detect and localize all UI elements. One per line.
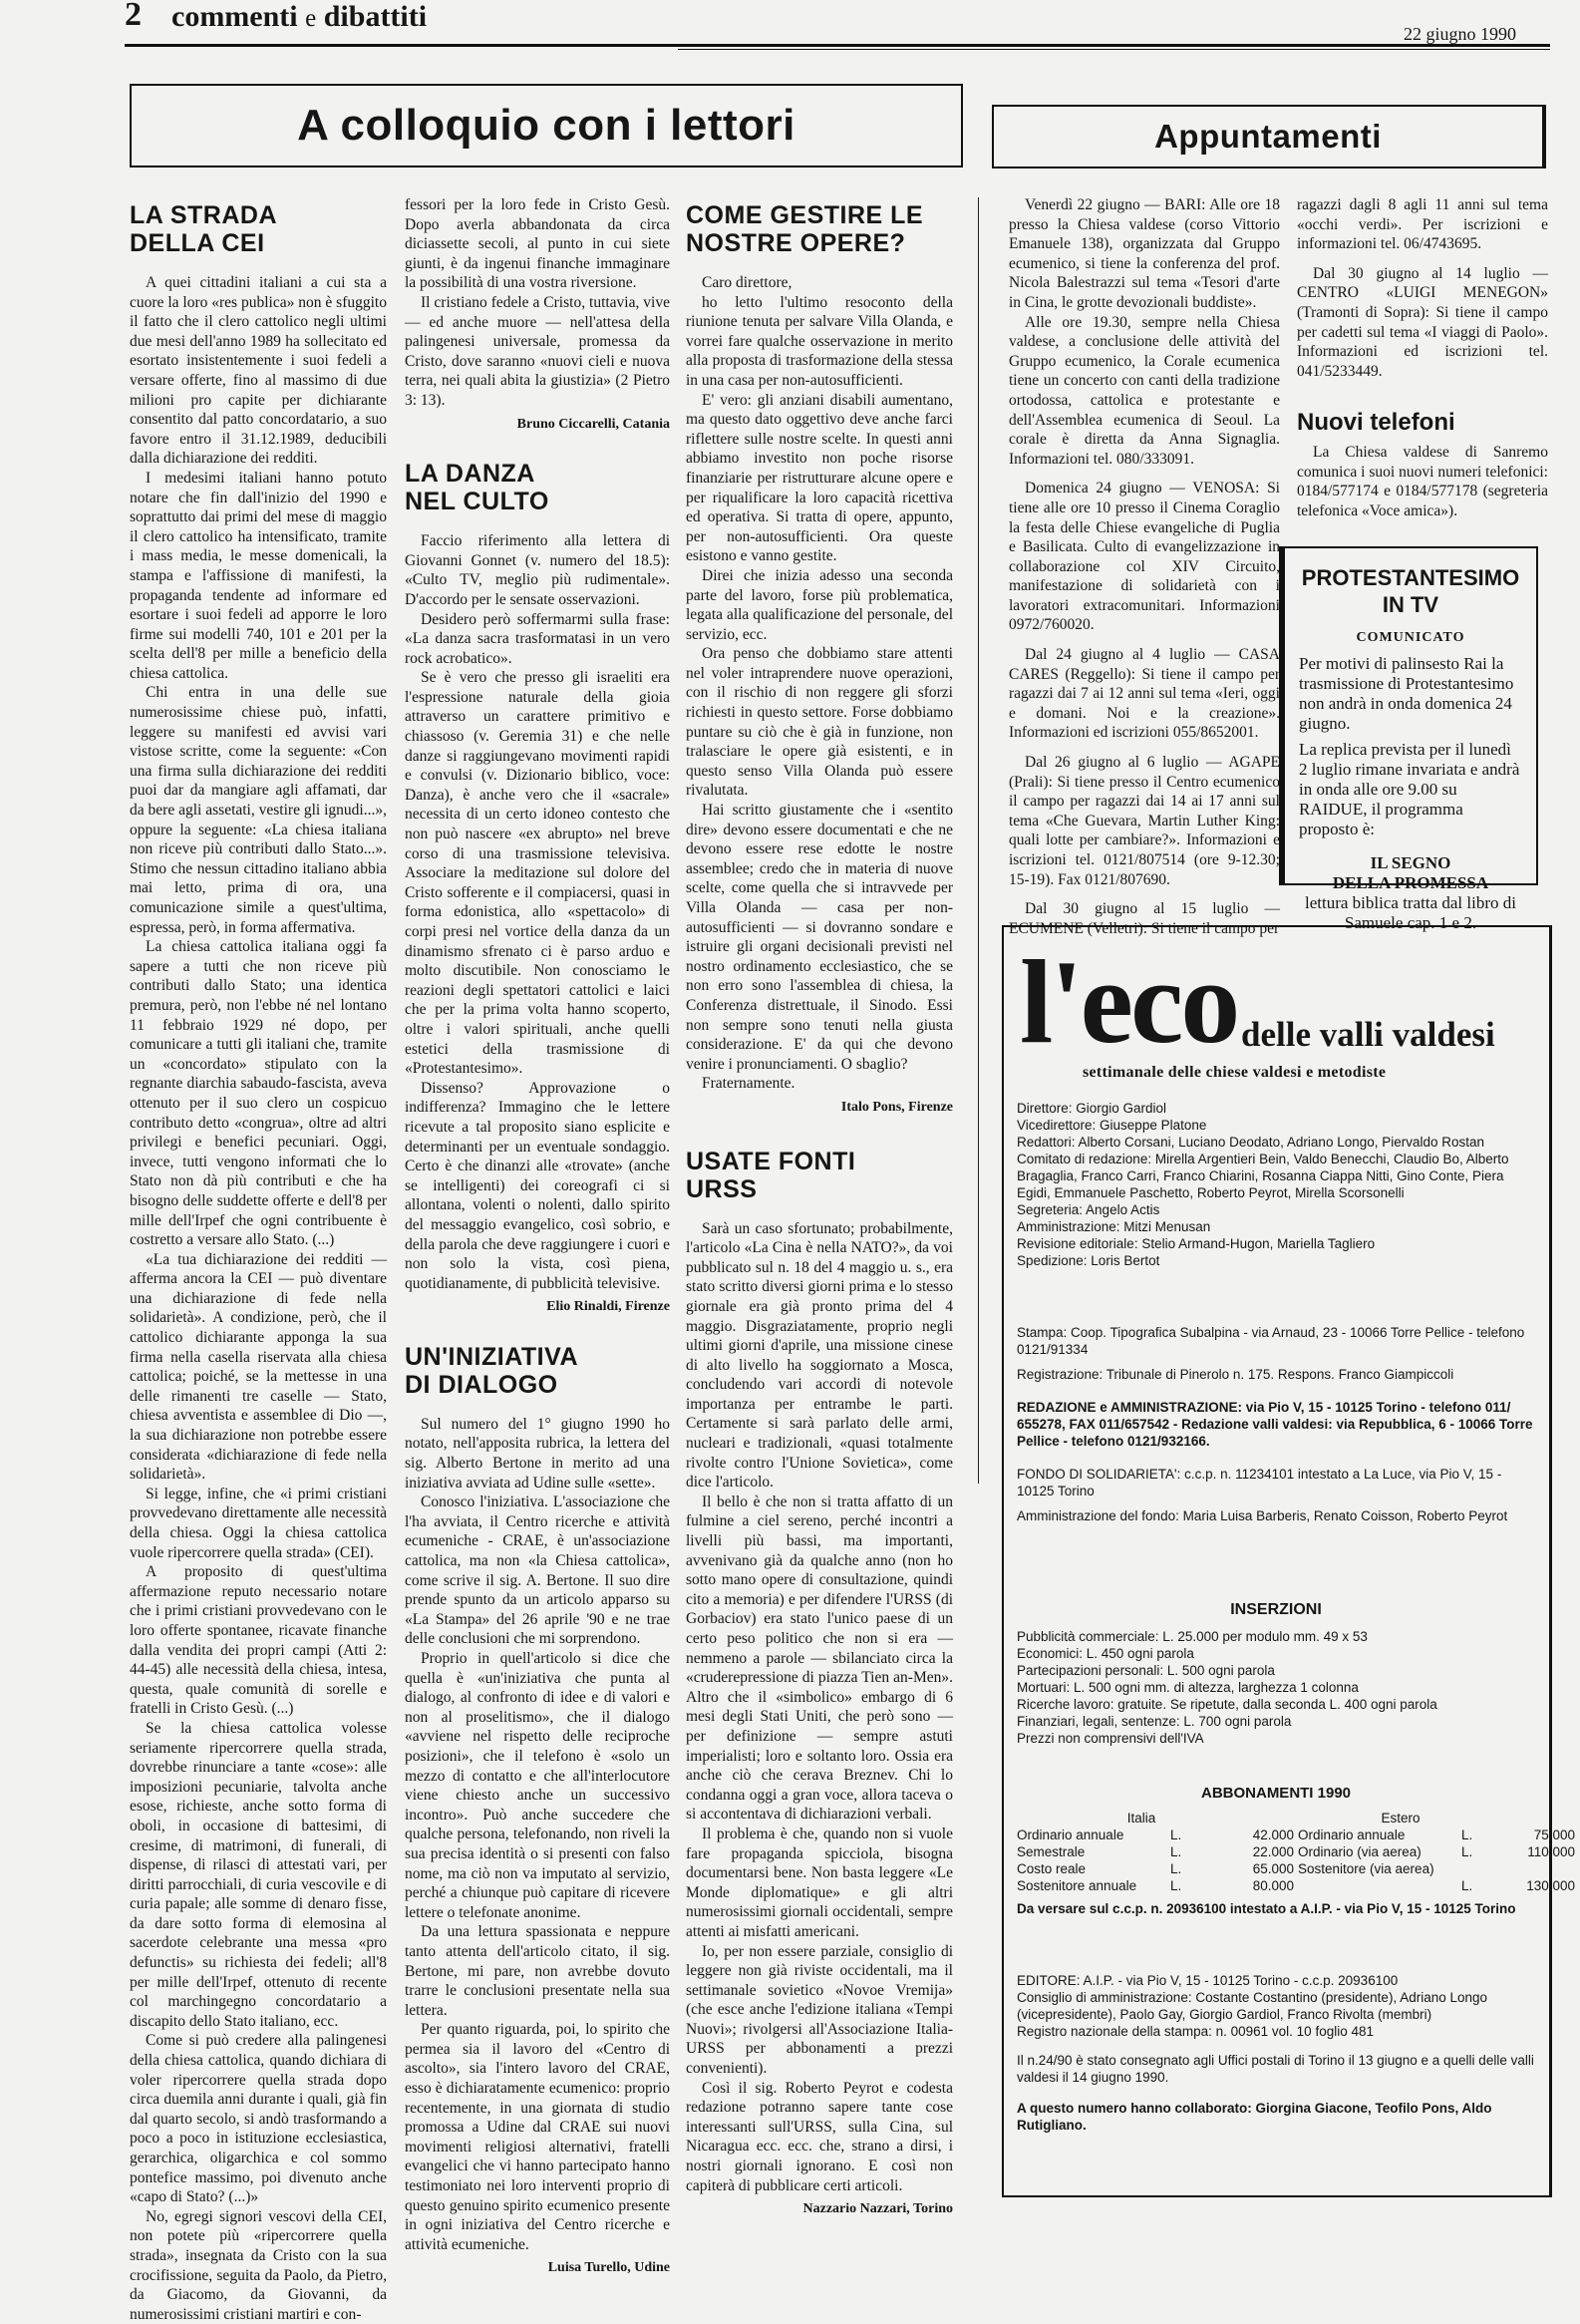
subscriptions-table — [1017, 1826, 1575, 1894]
masthead-subtitle: settimanale delle chiese valdesi e metodiste — [1083, 1064, 1387, 1081]
column-5 — [1297, 195, 1548, 520]
appointment: Venerdì 22 giugno — BARI: Alle ore 18 presso la Chiesa valdese (corso Vittorio Emanuele 138), organizzata dal Gruppo ecumenico, si tiene la conferenza del prof. Nicola Balestrazzi sul tema «Tesori d'arte in Cina, le grotte devozionali buddiste». — [1009, 196, 1280, 311]
paragraph: Se è vero che presso gli israeliti era l'espressione naturale della gioia attraverso un carattere primitivo e chiassoso (v. Geremia 31) e che nelle danze si raggiungevano movimenti rapidi e convulsi (v. Dizionario biblico, voce: Danza), è anche vero che il «sacrale» necessita di un certo idoneo contesto che non può nascere «ex abrupto» nel breve corso di una trasmissione televisiva. Associare la meditazione sul dolore del Cristo sofferente e il compiacersi, quasi in forma edonistica, allo «spettacolo» di corpi presi nel vortice della danza da un dinamismo sfrenato ci è parso arduo e molto discutibile. Non conosciamo le reazioni degli spettatori cattolici e laici che per la prima volta hanno scoperto, oltre i valori spirituali, anche quelli estetici della trasmissione di «Protestantesimo». — [405, 669, 670, 1078]
subscription-cell — [1298, 1877, 1457, 1894]
subscriptions-section — [1017, 1785, 1575, 1917]
column-2 — [405, 195, 670, 2278]
column-divider — [978, 197, 979, 1484]
subscription-cell: 22.000 — [1252, 1844, 1294, 1859]
section-title-a: commenti — [171, 0, 298, 33]
subscription-cell: 42.000 — [1252, 1827, 1294, 1842]
subscription-cell: 110.000 — [1527, 1844, 1575, 1859]
header-rule-thin — [678, 49, 1550, 50]
editorial-address: REDAZIONE e AMMINISTRAZIONE: via Pio V, 15 - 10125 Torino - telefono 011/ 655278, FAX 011/657542 - Redazione valli valdesi: via Repubblica, 6 - 10066 Torre Pellice - telefono 0121/932166. — [1017, 1400, 1533, 1449]
subscription-cell: Ordinario (via aerea) — [1298, 1844, 1422, 1859]
staff-line: Vicedirettore: Giuseppe Platone — [1017, 1118, 1207, 1133]
column-4-appointments — [1009, 195, 1280, 938]
signature: Elio Rinaldi, Firenze — [546, 1299, 670, 1315]
subscription-cell: Ordinario annuale — [1298, 1827, 1406, 1842]
column-3 — [686, 195, 953, 2219]
subscription-cell: L. — [1461, 1844, 1473, 1859]
subscription-cell: Ordinario annuale — [1017, 1827, 1124, 1842]
subscriptions-headers — [1017, 1810, 1535, 1826]
ads-line: Pubblicità commerciale: L. 25.000 per modulo mm. 49 x 53 — [1017, 1629, 1368, 1644]
subscription-cell: 80.000 — [1252, 1878, 1294, 1893]
paragraph: La chiesa cattolica italiana oggi fa sapere a tutti che non riceve più contributi dallo Stato; una identica premura, però, non l'ebbe né nel lontano 11 febbraio 1929 né dopo, per comunicare a tutti gli italiani che, tramite un «concordato» stipulato con la regnante diarchia sabaudo-fascista, aveva ottenuto per il suo clero un cospicuo contributo detto «congrua», oltre ad altri privilegi e benefici pecuniari. Oggi, invece, tutti vengono informati che lo Stato non dà più contributi e che ha bisogno delle suddette offerte e dell'8 per mille dell'Irpef che ogni contribuente è costretto a versare allo Stato. (...) — [130, 938, 387, 1249]
section-title-b: dibattiti — [323, 0, 428, 33]
subscription-cell: L. — [1170, 1844, 1182, 1859]
signature: Italo Pons, Firenze — [840, 1099, 953, 1115]
print-info — [1017, 1324, 1535, 1524]
article-title-strada-cei: LA STRADA DELLA CEI — [130, 201, 278, 257]
paragraph: fessori per la loro fede in Cristo Gesù. Dopo averla abbandonata da circa diciassette secoli, al punto in cui siete giunti, è da ingenui finanche immaginare la possibilità di una vostra riversione. — [405, 196, 670, 292]
staff-line: Redattori: Alberto Corsani, Luciano Deodato, Adriano Longo, Piervaldo Rostan — [1017, 1135, 1485, 1150]
staff-line: Segreteria: Angelo Actis — [1017, 1202, 1160, 1217]
paragraph: Faccio riferimento alla lettera di Giovanni Gonnet (v. numero del 18.5): «Culto TV, meglio più rudimentale». D'accordo per le sensate osservazioni. — [405, 532, 670, 608]
paragraph: Il cristiano fedele a Cristo, tuttavia, vive — ed anche muore — nell'attesa della palingenesi universale, promessa da Cristo, dove saranno «nuovi cieli e nuova terra, nei quali abita la giustizia» (2 Pietro 3: 13). — [405, 293, 670, 409]
section-title — [171, 0, 427, 34]
tv-notice-subtitle: COMUNICATO — [1356, 630, 1465, 645]
subscription-cell: L. — [1170, 1878, 1182, 1893]
subscription-cell: 75.000 — [1533, 1827, 1575, 1842]
paragraph: Ora penso che dobbiamo stare attenti nel voler intraprendere nuove operazioni, con il rischio di non reggere gli sforzi richiesti in questo settore. Forse dobbiamo puntare su ciò che è già in funzione, non tralasciare le opere già esistenti, e in questo senso Villa Olanda può essere rivalutata. — [686, 645, 953, 800]
paragraph: Hai scritto giustamente che i «sentito dire» devono essere documentati e che ne devono essere rese edotte le nostre assemblee; credo che in materia di nuove scelte, come quella che si intravvede per Villa Olanda — casa per non-autosufficienti — si dovranno sondare e istruire gli organi decisionali previsti nel nostro ordinamento ecclesiastico, che se non erro sono l'assemblea di chiesa, la Conferenza distrettuale, il Sinodo. Essi non sempre sono tenuti nella giusta considerazione. E' da qui che devono venire i pronunciamenti. O sbaglio? — [686, 802, 953, 1073]
paragraph: Il problema è che, quando non si vuole fare propaganda spicciola, bisogna documentarsi bene. Non basta leggere «Le Monde diplomatique» e gli altri numerosissimi giornali occidentali, sempre attenti ai misfatti americani. — [686, 1825, 953, 1940]
paragraph: E' vero: gli anziani disabili aumentano, ma questo dato oggettivo deve anche farci riflettere sulle nostre scelte. In questi anni abbiamo investito non poche risorse finanziarie per ristrutturare alcune opere e per riqualificare la loro capacità ricettiva ed operativa. Si tratta di opere, appunto, per non-autosufficienti. Ora queste esistono e vanno gestite. — [686, 391, 953, 565]
ads-line: Partecipazioni personali: L. 500 ogni parola — [1017, 1663, 1275, 1678]
paragraph: Dissenso? Approvazione o indifferenza? Immagino che le lettere ricevute a tal proposito siano esplicite e determinanti per un eventuale sondaggio. Certo è che dinanzi alle «trovate» (anche se intelligenti) dei coreografi ci si allontana, volenti o nolenti, dallo spirito del messaggio evangelico, così sobrio, e della parola che deve raggiungere i cuori e non solo la vista, così piena, quotidianamente, di pubblicità televisive. — [405, 1079, 670, 1292]
staff-line: Revisione editoriale: Stelio Armand-Hugon, Mariella Tagliero — [1017, 1236, 1376, 1251]
column-1 — [130, 195, 387, 2324]
publisher-line: Registro nazionale della stampa: n. 00961 vol. 10 foglio 481 — [1017, 2024, 1374, 2039]
paragraph: Il bello è che non si tratta affatto di un fulmine a ciel sereno, perché incontri a livelli più bassi, ma importanti, avvenivano già da qualche anno (non ho sotto mano opere di consultazione, quindi cito a memoria) e per difendere l'URSS (di Gorbaciov) era stato l'unico paese di un certo peso politico che non si era — nemmeno a parole — sbilanciato circa la «cruderepressione di piazza Tien an-Men». Altro che il «simbolico» embargo di 6 mesi degli Stati Uniti, che però sono — per definizione — sempre astuti imperialisti; loro e soltanto loro. Ossia era anche ciò che cerava Breznev. Chi lo condanna oggi a gran voce, allora taceva o si accontentava di dichiarazioni verbali. — [686, 1493, 953, 1824]
subscription-cell: L. — [1461, 1878, 1473, 1893]
ads-line: Finanziari, legali, sentenze: L. 700 ogni parola — [1017, 1714, 1292, 1729]
appointment: Domenica 24 giugno — VENOSA: Si tiene alle ore 10 presso il Cinema Coraglio la festa delle Chiese evangeliche di Puglia e Basilicata. Culto di evangelizzazione in collaborazione col XIV Circuito, manifestazione di solidarietà con i lavoratori extracomunitari. Informazioni 0972/760020. — [1009, 480, 1280, 634]
subscription-cell: 65.000 — [1252, 1861, 1294, 1876]
print-line: Registrazione: Tribunale di Pinerolo n. 175. Respons. Franco Giampiccoli — [1017, 1367, 1454, 1382]
subscription-cell: Sostenitore annuale — [1017, 1878, 1137, 1893]
signature: Bruno Ciccarelli, Catania — [516, 416, 670, 432]
staff-list — [1017, 1100, 1535, 1269]
subscription-cell: L. — [1170, 1827, 1182, 1842]
paragraph: La Chiesa valdese di Sanremo comunica i suoi nuovi numeri telefonici: 0184/577174 e 0184/577178 (segreteria telefonica «Voce amica»). — [1297, 443, 1548, 519]
issue-date: 22 giugno 1990 — [1404, 24, 1517, 44]
delivery-note: Il n.24/90 è stato consegnato agli Uffici postali di Torino il 13 giugno e a quelli delle valli valdesi il 14 giugno 1990. — [1017, 2053, 1534, 2085]
paragraph: Desidero però soffermarmi sulla frase: «La danza sacra trasformatasi in un vero rock acrobatico». — [405, 610, 670, 667]
article-title-iniziativa: UN'INIZIATIVA DI DIALOGO — [405, 1342, 579, 1399]
header-italia: Italia — [1126, 1811, 1156, 1826]
appointment: ragazzi dagli 8 agli 11 anni sul tema «occhi verdi». Per iscrizioni e informazioni tel. 06/4743695. — [1297, 196, 1548, 253]
collaborators: A questo numero hanno collaborato: Giorgina Giacone, Teofilo Pons, Aldo Rutigliano. — [1017, 2101, 1492, 2133]
signature: Luisa Turello, Udine — [547, 2260, 670, 2276]
paragraph: Io, per non essere parziale, consiglio di leggere non già riviste occidentali, ma il settimanale sovietico «Novoe Vremija» (che esce anche l'edizione italiana «Tempi Nuovi»; rivolgersi all'Associazione Italia-URSS per abbonamenti a prezzi convenienti). — [686, 1942, 953, 2078]
paragraph: Così il sig. Roberto Peyrot e codesta redazione potranno sapere tante cose interessanti sull'URSS, sulla Cina, sul Nicaragua ecc. ecc. che, strano a dirsi, i nostri giornali ignorano. E così non capiterà di pubblicare certi articoli. — [686, 2079, 953, 2194]
paragraph: A quei cittadini italiani a cui sta a cuore la loro «res publica» non è sfuggito il fatto che il clero cattolico negli ultimi due mesi dell'anno 1989 ha sollecitato ed esortato insistentemente i suoi fedeli a versare offerte, fino al massimo di due milioni pro capite per dichiarante consentito dal patto concordatario, a suo favore entro il 31.12.1989, deducibili dalla dichiarazione dei redditi. — [130, 274, 387, 468]
masthead-logo: l'eco — [1020, 935, 1238, 1068]
print-line: Stampa: Coop. Tipografica Subalpina - via Arnaud, 23 - 10066 Torre Pellice - telefono 0121/91334 — [1017, 1325, 1525, 1357]
publisher-line: Consiglio di amministrazione: Costante Costantino (presidente), Adriano Longo (vicepresidente), Paolo Gay, Giorgio Gardiol, Franco Rivolta (membri) — [1017, 1990, 1488, 2022]
appointment: Dal 30 giugno al 14 luglio — CENTRO «LUIGI MENEGON» (Tramonti di Sopra): Si tiene il campo per cadetti sul tema «I viaggi di Paolo». Informazioni ed iscrizioni tel. 041/5233449. — [1297, 264, 1548, 380]
paragraph: Come si può credere alla palingenesi della chiesa cattolica, quando dichiara di voler ripercorrere quella strada dopo circa duemila anni durante i quali, già fin dal quarto secolo, si andò trasformando a poco a poco in istituzione ecclesiastica, gerarchica, oligarchica e col sommo pontefice massimo, poi divenuto anche «capo di Stato? (...)» — [130, 2032, 387, 2206]
publisher-line: EDITORE: A.I.P. - via Pio V, 15 - 10125 Torino - c.c.p. 20936100 — [1017, 1973, 1399, 1988]
staff-line: Spedizione: Loris Bertot — [1017, 1253, 1160, 1268]
subscription-cell: Sostenitore (via aerea) — [1298, 1861, 1434, 1876]
ads-line: Mortuari: L. 500 ogni mm. di altezza, larghezza 1 colonna — [1017, 1680, 1359, 1695]
paragraph: «La tua dichiarazione dei redditi — afferma ancora la CEI — può diventare una dichiarazione di fede nella solidarietà». A condizione, però, che il cattolico dichiarante apponga la sua firma nella casella riservata alla chiesa cattolica; poiché, se la mettesse in una delle rimanenti tre caselle — Stato, chiesa avventista e assemblee di Dio —, la sua dichiarazione non potrebbe essere considerata «dichiarazione di fede nella solidarietà». — [130, 1250, 387, 1484]
tv-notice-title: PROTESTANTESIMO IN TV — [1301, 565, 1520, 617]
subscription-cell: Costo reale — [1017, 1861, 1087, 1876]
article-title-danza: LA DANZA NEL CULTO — [405, 460, 549, 516]
appointment: Dal 24 giugno al 4 luglio — CASA CARES (Reggello): Si tiene il campo per ragazzi dai 7 ai 12 anni sul tema «Ieri, oggi e domani. Noi e la creazione». Informazioni ed iscrizioni 055/8652001. — [1009, 646, 1280, 742]
appointment: Alle ore 19.30, sempre nella Chiesa valdese, a conclusione delle attività del Gruppo ecumenico, la Corale ecumenica tiene un concerto con canti della tradizione ortodossa, cattolica e protestante e dell'Assemblea ecumenica di Seoul. La corale è diretta da Anna Signaglia. Informazioni tel. 080/333091. — [1009, 313, 1280, 468]
staff-line: Amministrazione: Mitzi Menusan — [1017, 1219, 1211, 1234]
paragraph: Fraternamente. — [702, 1075, 795, 1093]
paragraph: I medesimi italiani hanno potuto notare che fin dall'inizio del 1990 e soprattutto dai primi del mese di maggio il clero cattolico ha intensificato, tramite i mass media, le messe domenicali, la stampa e l'affissione di manifesti, la propaganda tendente ad informare ed esortare i suoi fedeli ad apporre le loro firme sui modelli 740, 101 e 201 per la scelta dell'8 per mille a beneficio della chiesa cattolica. — [130, 469, 387, 682]
appointment: Dal 26 giugno al 6 luglio — AGAPE (Prali): Si tiene presso il Centro ecumenico il campo per ragazzi dai 14 ai 17 anni sul tema «Che Guevara, Martin Luther King: quali lotte per cambiare?». Informazioni e iscrizioni tel. 0121/807514 (ore 9-12.30; 15-19). Fax 0121/807690. — [1009, 754, 1280, 888]
tv-notice-text: Per motivi di palinsesto Rai la trasmissione di Protestantesimo non andrà in onda domenica 24 giugno. — [1299, 654, 1514, 733]
section-title-e: e — [305, 5, 317, 32]
header-rule — [125, 44, 1550, 47]
paragraph: ho letto l'ultimo resoconto della riunione tenuta per salvare Villa Olanda, e vorrei fare qualche osservazione in merito alla proposta di trasformazione della stessa in una casa per non-autosufficienti. — [686, 293, 953, 389]
subscription-cell — [1461, 1860, 1511, 1877]
appointment: Dal 30 giugno al 15 luglio — ECUMENE (Velletri): Si tiene il campo per — [1009, 900, 1280, 937]
ads-section — [1017, 1601, 1535, 1747]
paragraph: Da una lettura spassionata e neppure tanto attenta dell'articolo citato, il sig. Bertone, mi pare, non avrebbe dovuto trarre le conclusioni presentate nella sua lettera. — [405, 1923, 670, 2019]
paragraph: Si legge, infine, che «i primi cristiani provvedevano direttamente alle necessità della chiesa. Oggi la chiesa cattolica vuole ripercorrere quella strada» (CEI). — [130, 1485, 387, 1561]
subscription-cell: 130.000 — [1526, 1878, 1575, 1893]
tv-notice-box — [1279, 546, 1538, 932]
header-estero: Estero — [1381, 1811, 1421, 1826]
publisher-section — [1017, 1972, 1535, 2134]
paragraph: Chi entra in una delle sue numerosissime chiese può, infatti, leggere su manifesti ed avvisi vari vistose scritte, come la seguente: «Con una firma sulla dichiarazione dei redditi puoi dar da mangiare agli affamati, dar da bere agli assetati, vestire gli ignudi...», oppure la seguente: «La chiesa italiana non riceve più contributi dallo Stato...». Stimo che nessun cittadino italiano abbia mai letto, prima di ora, una comunicazione simile a quest'ultima, espressa, però, in forma affermativa. — [130, 684, 387, 936]
paragraph: Se la chiesa cattolica volesse seriamente ripercorrere quella strada, dovrebbe rinunciare a tante «cose»: alle imposizioni pecuniarie, talvolta anche esose, richieste, anche sotto forma di oboli, in occasione di battesimi, di cresime, di matrimoni, di funerali, di dispense, di rilasci di attestati vari, per diritti parrocchiali, di curia vescovile e di curia papale; alle somme di denaro fisse, da dare sotto forma di elemosina al sacerdote celebrante una messa «pro defunctis» su richiesta dei fedeli; all'8 per mille dell'Irpef, ottenuto di recente col marchingegno concordatario a discapito dello Stato italiano, ecc. — [130, 1719, 387, 2030]
paragraph: Per quanto riguarda, poi, lo spirito che permea sia il lavoro del «Centro di ascolto», sia l'intero lavoro del CRAE, esso è dichiaratamente ecumenico: proprio recentemente, in una giornata di studio promossa a Udine dal CRAE sui nuovi movimenti religiosi alternativi, fratelli evangelici che vi hanno partecipato hanno testimoniato nei loro interventi proprio di questo genuino spirito ecumenico presente in ogni iniziativa del Centro ricerche e attività ecumeniche. — [405, 2021, 670, 2253]
section-heading-telefoni: Nuovi telefoni — [1297, 409, 1455, 437]
ads-line: Ricerche lavoro: gratuite. Se ripetute, dalla seconda L. 400 ogni parola — [1017, 1697, 1437, 1712]
solidarity-fund: FONDO DI SOLIDARIETA': c.c.p. n. 11234101 intestato a La Luce, via Pio V, 15 - 10125 Torino — [1017, 1467, 1502, 1498]
subscription-cell: L. — [1461, 1827, 1473, 1842]
article-title-opere: COME GESTIRE LE NOSTRE OPERE? — [686, 201, 924, 257]
fund-admin: Amministrazione del fondo: Maria Luisa Barberis, Renato Coisson, Roberto Peyrot — [1017, 1508, 1508, 1523]
subscription-cell — [1515, 1860, 1575, 1877]
signature: Nazzario Nazzari, Torino — [802, 2201, 953, 2217]
paragraph: Direi che inizia adesso una seconda parte del lavoro, forse più problematica, legata alla qualificazione del personale, del servizio, ecc. — [686, 566, 953, 643]
paragraph: Caro direttore, — [702, 274, 792, 291]
subscription-cell: L. — [1170, 1861, 1182, 1876]
paragraph: Sul numero del 1° giugno 1990 ho notato, nell'apposita rubrica, la lettera del sig. Alberto Bertone in merito ad una iniziativa avviata ad Udine sulle «sette». — [405, 1415, 670, 1492]
tv-program-title: IL SEGNO DELLA PROMESSA — [1332, 853, 1489, 892]
subscriptions-title: ABBONAMENTI 1990 — [1200, 1785, 1352, 1802]
ads-title: INSERZIONI — [1230, 1601, 1322, 1618]
masthead-logo-sub: delle valli valdesi — [1241, 1015, 1495, 1054]
page-number: 2 — [125, 0, 142, 33]
staff-line: Direttore: Giorgio Gardiol — [1017, 1101, 1167, 1116]
subscriptions-ccp: Da versare sul c.c.p. n. 20936100 intestato a A.I.P. - via Pio V, 15 - 10125 Torino — [1017, 1901, 1516, 1916]
paragraph: Proprio in quell'articolo si dice che quella è «un'iniziativa che punta al dialogo, al confronto di idee e di valori e non al proselitismo», che il dialogo «avviene nel rispetto delle reciproche posizioni», che il telefono è «solo un mezzo di contatto e che all'interlocutore viene chiesto anche un successivo incontro». Può anche succedere che qualche persona, telefonando, non riveli la sua precisa identità o si presenti con falso nome, ma ciò non va imputato al servizio, perché a chiunque può capitare di ricevere lettere o telefonate anonime. — [405, 1650, 670, 1921]
tv-notice-text: La replica prevista per il lunedì 2 luglio rimane invariata e andrà in onda alle ore 9.00 su RAIDUE, il programma proposto è: — [1299, 740, 1520, 838]
banner-appointments: Appuntamenti — [992, 105, 1546, 168]
article-title-urss: USATE FONTI URSS — [686, 1147, 856, 1203]
banner-letters: A colloquio con i lettori — [130, 84, 963, 167]
staff-line: Comitato di redazione: Mirella Argentieri Bein, Valdo Benecchi, Claudio Bo, Alberto Bragaglia, Franco Carri, Franco Chiarini, Rosanna Ciappa Nitti, Gino Conte, Piera Egidi, Emmanuele Paschetto, Roberto Peyrot, Mirella Scorsonelli — [1017, 1152, 1509, 1200]
tv-program-desc: lettura biblica tratta dal libro di Samuele cap. 1 e 2. — [1305, 893, 1516, 932]
subscription-cell: Semestrale — [1017, 1844, 1086, 1859]
paragraph: Sarà un caso sfortunato; probabilmente, l'articolo «La Cina è nella NATO?», da voi pubblicato sul n. 18 del 4 maggio u. s., era stato scritto diversi giorni prima e lo stesso giornale era già pronto prima del 4 maggio. Disgraziatamente, proprio negli ultimi giorni d'aprile, una missione cinese di alto livello ha soggiornato a Mosca, concludendo vari accordi di notevole importanza per entrambe le parti. Certamente si sarà parlato delle armi, nucleari e tradizionali, «quasi totalmente rivolte contro l'Unione Sovietica», come dice l'articolo. — [686, 1219, 953, 1492]
ads-line: Economici: L. 450 ogni parola — [1017, 1646, 1194, 1661]
paragraph: No, egregi signori vescovi della CEI, non potete più «ripercorrere quella strada», insegnata da Cristo con la sua crocifissione, seguita da Paolo, da Pietro, da Giacomo, da Giovanni, da numerosissimi cristiani martiri e con- — [130, 2207, 387, 2323]
paragraph: A proposito di quest'ultima affermazione reputo necessario notare che i primi cristiani provvedevano con le loro offerte spontanee, ricavate finanche dalla vendita dei propri campi (Atti 2: 44-45) alle necessità della chiesa, intesa, questa, quale comunità di sorelle e fratelli in Cristo Gesù. (...) — [130, 1563, 387, 1718]
paragraph: Conosco l'iniziativa. L'associazione che l'ha avviata, il Centro ricerche e attività ecumeniche - CRAE, è un'associazione cattolica, ma non «la Chiesa cattolica», come scrive il sig. A. Bertone. Il suo dire prende spunto da un articolo apparso su «La Stampa» del 26 aprile '90 e ne trae delle conclusioni che mi sorprendono. — [405, 1494, 670, 1648]
ads-line: Prezzi non comprensivi dell'IVA — [1017, 1731, 1204, 1746]
